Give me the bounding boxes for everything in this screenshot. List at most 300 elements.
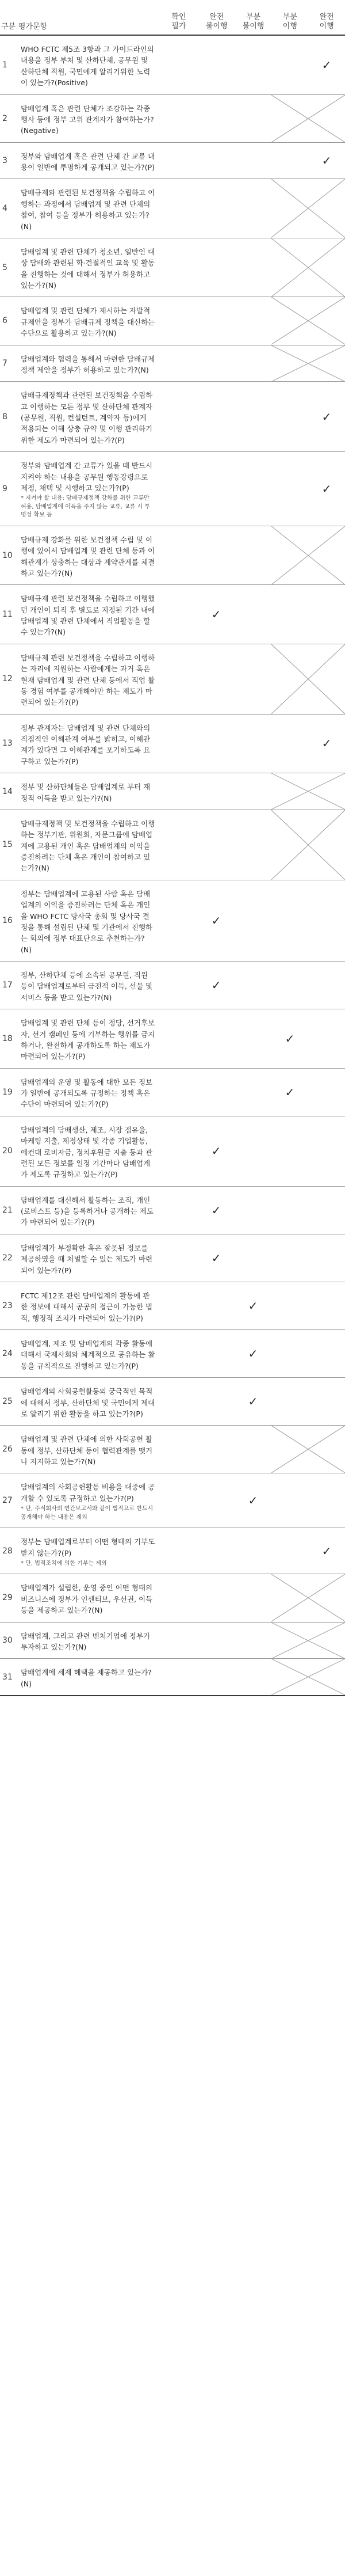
question-text: 담배업계의 운영 및 활동에 대한 모든 정보가 일반에 공개되도록 규정하는 정책 혹은 수단이 마련되어 있는가?(P) xyxy=(21,1077,153,1109)
row-number: 20 xyxy=(2,1146,13,1156)
table-row xyxy=(0,1330,345,1378)
rating-cell-4 xyxy=(271,452,308,526)
rating-cell-1 xyxy=(159,143,198,179)
rating-cell-1 xyxy=(159,1659,198,1695)
question-text: 담배업계의 담배생산, 제조, 시장 점유율, 마케팅 지출, 제정상태 및 각종 기업활동, 에컨대 로비자금, 정치후원금 지출 등과 관련된 모든 정보를 일정 기간마다 담배업계가 제도록 규정하고 있는가?(P) xyxy=(21,1125,153,1179)
question-note: * 단, 법적조치에 의한 기부는 제외 xyxy=(21,1560,107,1567)
rating-cells xyxy=(159,526,345,585)
rating-cell-3 xyxy=(235,238,271,297)
not-applicable-cross-icon xyxy=(271,1574,345,1621)
rating-cell-1 xyxy=(159,526,198,585)
rating-cell-4 xyxy=(271,1282,308,1329)
check-icon: ✓ xyxy=(211,913,221,928)
header-item: 평가문항 xyxy=(18,22,48,31)
table-row xyxy=(0,36,345,95)
row-question xyxy=(17,810,159,880)
rating-cell-3 xyxy=(235,1234,271,1282)
question-text: 정부 관계자는 담배업계 및 관련 단체와의 직접적인 이해관계 여부를 밝히고, 이해관계가 있다면 그 이해관계를 포기하도록 요구하고 있는가?(P) xyxy=(21,723,151,766)
question-text: 담배규제와 관련된 보건정책을 수립하고 이행하는 과정에서 담배업계 및 관련 단체의 참여, 참여 등을 정부가 허용하고 있는가?(N) xyxy=(21,188,155,231)
rating-cell-5 xyxy=(308,382,345,451)
rating-cell-3 xyxy=(235,1282,271,1329)
header-number: 구분 xyxy=(1,22,16,31)
check-icon: ✓ xyxy=(248,1298,258,1313)
rating-cell-1 xyxy=(159,644,198,714)
question-text: 담배업계 및 관련 단체가 제시하는 자발적 규제안을 정부가 담배규제 정책을 대신하는 수단으로 활용하고 있는가?(N) xyxy=(21,306,155,338)
rating-cell-3 xyxy=(235,1473,271,1528)
rating-cell-1 xyxy=(159,1069,198,1116)
rating-cell-3 xyxy=(235,1426,271,1473)
rating-cell-1 xyxy=(159,452,198,526)
row-number: 9 xyxy=(2,484,7,493)
row-question xyxy=(17,880,159,961)
rating-cell-5 xyxy=(308,1528,345,1574)
table-row xyxy=(0,1473,345,1528)
row-question xyxy=(17,1282,159,1329)
row-question xyxy=(17,345,159,382)
rating-cell-2 xyxy=(198,773,235,810)
table-row xyxy=(0,345,345,382)
rating-cell-3 xyxy=(235,1069,271,1116)
rating-cell-2 xyxy=(198,1282,235,1329)
rating-cell-2 xyxy=(198,585,235,644)
rating-cell-1 xyxy=(159,1282,198,1329)
rating-cell-3 xyxy=(235,644,271,714)
rating-cell-5 xyxy=(308,1473,345,1528)
row-number: 28 xyxy=(2,1546,13,1556)
rating-cell-5 xyxy=(308,452,345,526)
rating-cell-1 xyxy=(159,962,198,1009)
table-row xyxy=(0,143,345,180)
question-text: 담배규제 관련 보건정책을 수립하고 이행했던 개인이 퇴직 후 별도로 지정된 기간 내에 담배업계 및 관련 단체에서 직업활동을 할 수 있는가?(N) xyxy=(21,594,155,637)
rating-cell-2 xyxy=(198,452,235,526)
question-text: 정부와 담배업계 간 교류가 있을 때 반드시 지켜야 하는 내용을 공무원 행동강령으로 제정, 채택 및 시행하고 있는가?(P) xyxy=(21,461,153,492)
rating-cell-2 xyxy=(198,297,235,344)
question-text: 담배업계 혹은 관련 단체가 조강하는 각종 행사 등에 정부 고위 관계자가 참여하는가?(Negative) xyxy=(21,104,154,135)
rating-cell-1 xyxy=(159,1330,198,1377)
rating-cell-1 xyxy=(159,1009,198,1068)
row-number: 25 xyxy=(2,1397,13,1407)
row-number: 11 xyxy=(2,610,13,619)
not-applicable-cross-icon xyxy=(271,526,345,585)
row-question xyxy=(17,715,159,773)
rating-cells xyxy=(159,297,345,344)
rating-cell-2 xyxy=(198,1069,235,1116)
row-number: 10 xyxy=(2,550,13,560)
rating-cell-3 xyxy=(235,526,271,585)
rating-cell-4 xyxy=(271,1473,308,1528)
rating-cell-5 xyxy=(308,1234,345,1282)
rating-cell-1 xyxy=(159,345,198,382)
rating-cell-1 xyxy=(159,179,198,238)
rating-cell-5 xyxy=(308,1330,345,1377)
table-row xyxy=(0,810,345,880)
question-text: 정부와 담배업계 혹은 관련 단체 간 교류 내용이 일반에 투명하게 공개되고 있는가?(P) xyxy=(21,151,155,172)
rating-cell-4 xyxy=(271,585,308,644)
rating-cells xyxy=(159,585,345,644)
rating-cell-3 xyxy=(235,36,271,94)
row-question xyxy=(17,526,159,585)
row-question xyxy=(17,1378,159,1425)
rating-cell-2 xyxy=(198,962,235,1009)
row-question xyxy=(17,452,159,526)
rating-cell-4 xyxy=(271,1116,308,1186)
table-header xyxy=(0,0,345,36)
rating-cell-3 xyxy=(235,1116,271,1186)
rating-cell-4 xyxy=(271,1234,308,1282)
rating-cell-1 xyxy=(159,36,198,94)
check-icon: ✓ xyxy=(321,736,332,751)
not-applicable-cross-icon xyxy=(271,297,345,344)
rating-cell-5 xyxy=(308,880,345,961)
rating-cells xyxy=(159,1378,345,1425)
rating-cells xyxy=(159,238,345,297)
check-icon: ✓ xyxy=(211,978,221,993)
rating-cells xyxy=(159,143,345,179)
table-row xyxy=(0,238,345,298)
not-applicable-cross-icon xyxy=(271,810,345,880)
rating-cell-3 xyxy=(235,810,271,880)
rating-cell-2 xyxy=(198,95,235,142)
row-question xyxy=(17,36,159,94)
rating-cell-2 xyxy=(198,526,235,585)
rating-cell-2 xyxy=(198,1009,235,1068)
question-text: 정부, 산하단체 등에 소속된 공무원, 직원 등이 담배업계로부터 금전적 이득, 선물 및 서비스 등을 받고 있는가?(N) xyxy=(21,971,153,1002)
question-text: 담배업계, 제조 및 담배업계의 각종 활동에 대해서 국제사회와 체계적으로 공유하는 활동을 규칙적으로 진행하고 있는가?(P) xyxy=(21,1339,155,1370)
question-text: 정부 및 산하단체들은 담배업계로 부터 재정적 이득을 받고 있는가?(N) xyxy=(21,782,151,803)
header-col-5: 완전 이행 xyxy=(319,12,334,31)
rating-cells xyxy=(159,1187,345,1234)
rating-cells xyxy=(159,1009,345,1068)
row-number: 4 xyxy=(2,204,7,214)
rating-cells xyxy=(159,1623,345,1659)
row-question xyxy=(17,297,159,344)
rating-cell-3 xyxy=(235,143,271,179)
table-row xyxy=(0,1659,345,1696)
rating-cell-4 xyxy=(271,1187,308,1234)
rating-cell-2 xyxy=(198,1116,235,1186)
row-number: 21 xyxy=(2,1205,13,1215)
table-row xyxy=(0,773,345,810)
not-applicable-cross-icon xyxy=(271,773,345,810)
row-question xyxy=(17,1069,159,1116)
rating-cell-2 xyxy=(198,1473,235,1528)
rating-cell-2 xyxy=(198,1378,235,1425)
rating-cells xyxy=(159,1426,345,1473)
check-icon: ✓ xyxy=(211,1203,221,1217)
table-row xyxy=(0,962,345,1009)
rating-cells xyxy=(159,644,345,714)
rating-cell-3 xyxy=(235,95,271,142)
row-question xyxy=(17,1116,159,1186)
row-question xyxy=(17,773,159,810)
rating-cell-3 xyxy=(235,1528,271,1574)
rating-cells xyxy=(159,1234,345,1282)
rating-cell-2 xyxy=(198,36,235,94)
not-applicable-cross-icon xyxy=(271,644,345,714)
row-question xyxy=(17,1528,159,1574)
question-note: * 단, 주식회사의 연간보고서와 같이 법적으로 반드시 공개해야 하는 내용은 제외 xyxy=(21,1506,154,1521)
rating-cell-5 xyxy=(308,962,345,1009)
row-number: 22 xyxy=(2,1253,13,1263)
rating-cell-3 xyxy=(235,880,271,961)
row-number: 17 xyxy=(2,981,13,990)
rating-cell-2 xyxy=(198,382,235,451)
not-applicable-cross-icon xyxy=(271,345,345,382)
table-row xyxy=(0,452,345,526)
table-row xyxy=(0,715,345,774)
rating-cell-1 xyxy=(159,1574,198,1621)
row-number: 29 xyxy=(2,1593,13,1603)
rating-cell-2 xyxy=(198,880,235,961)
rating-cells xyxy=(159,773,345,810)
rating-cell-3 xyxy=(235,585,271,644)
header-col-3: 부분 불이행 xyxy=(242,12,264,31)
rating-cell-5 xyxy=(308,1069,345,1116)
rating-cells xyxy=(159,36,345,94)
row-number: 26 xyxy=(2,1445,13,1454)
row-question xyxy=(17,962,159,1009)
rating-cell-3 xyxy=(235,1659,271,1695)
check-icon: ✓ xyxy=(248,1494,258,1508)
row-question xyxy=(17,1330,159,1377)
row-number: 12 xyxy=(2,674,13,684)
not-applicable-cross-icon xyxy=(271,1426,345,1473)
check-icon: ✓ xyxy=(321,409,332,424)
table-row xyxy=(0,179,345,238)
row-number: 13 xyxy=(2,739,13,749)
question-text: 담배업계 및 관련 단체 등이 정당, 선거후보자, 선거 캠페인 등에 기부하는 행위를 금지하거나, 완전하게 공개하도록 하는 제도가 마련되어 있는가?(P) xyxy=(21,1019,155,1061)
row-number: 16 xyxy=(2,915,13,925)
row-question xyxy=(17,585,159,644)
rating-cell-2 xyxy=(198,810,235,880)
rating-cell-3 xyxy=(235,715,271,773)
question-text: FCTC 제12조 관련 담배업계의 활동에 관한 정보에 대해서 공공의 접근이 가능한 법적, 행정적 조치가 마련되어 있는가?(P) xyxy=(21,1291,153,1323)
check-icon: ✓ xyxy=(321,1544,332,1558)
rating-cell-4 xyxy=(271,382,308,451)
rating-cell-1 xyxy=(159,1378,198,1425)
question-text: 담배업계의 사회공헌활동의 궁극적인 목적에 대해서 정부, 산하단체 및 국민에게 제대로 알리기 위한 활동을 하고 있는가?(P) xyxy=(21,1387,155,1418)
rating-cell-1 xyxy=(159,1528,198,1574)
check-icon: ✓ xyxy=(211,1144,221,1158)
rating-cell-1 xyxy=(159,585,198,644)
rating-cells xyxy=(159,1282,345,1329)
rating-cell-2 xyxy=(198,715,235,773)
rating-cell-2 xyxy=(198,1623,235,1659)
rating-cell-1 xyxy=(159,1187,198,1234)
rating-cell-3 xyxy=(235,297,271,344)
table-row xyxy=(0,880,345,962)
rating-cell-2 xyxy=(198,1528,235,1574)
rating-cell-1 xyxy=(159,95,198,142)
rating-cell-2 xyxy=(198,1234,235,1282)
rating-cell-5 xyxy=(308,585,345,644)
row-number: 19 xyxy=(2,1087,13,1097)
rating-cells xyxy=(159,382,345,451)
rating-cells xyxy=(159,1330,345,1377)
rating-cell-5 xyxy=(308,1282,345,1329)
rating-cells xyxy=(159,1069,345,1116)
rating-cell-3 xyxy=(235,1623,271,1659)
row-number: 30 xyxy=(2,1635,13,1645)
row-question xyxy=(17,1574,159,1621)
row-number: 3 xyxy=(2,156,7,165)
rating-cell-2 xyxy=(198,238,235,297)
rating-cell-5 xyxy=(308,143,345,179)
row-number: 31 xyxy=(2,1672,13,1682)
rating-cell-1 xyxy=(159,1116,198,1186)
rating-cell-5 xyxy=(308,1116,345,1186)
rating-cell-4 xyxy=(271,962,308,1009)
rating-cell-4 xyxy=(271,1378,308,1425)
check-icon: ✓ xyxy=(321,154,332,168)
table-body xyxy=(0,36,345,1696)
rating-cells xyxy=(159,1528,345,1574)
rating-cells xyxy=(159,962,345,1009)
row-number: 18 xyxy=(2,1034,13,1043)
question-text: 담배업계 및 관련 단체에 의한 사회공헌 활동에 정부, 산하단체 등이 협력관계를 맺거나 지지하고 있는가?(N) xyxy=(21,1435,153,1466)
rating-cell-4 xyxy=(271,143,308,179)
rating-cell-4 xyxy=(271,1330,308,1377)
table-row xyxy=(0,1116,345,1187)
row-question xyxy=(17,179,159,238)
rating-cells xyxy=(159,880,345,961)
question-text: 담배업계의 사회공헌활동 비용을 대중에 공개할 수 있도록 규정하고 있는가?(P) xyxy=(21,1483,155,1503)
row-question xyxy=(17,1009,159,1068)
question-text: 담배규제 관련 보건정책을 수립하고 이행하는 자리에 지원하는 사람에게는 과거 혹은 현재 담배업계 및 관련 단체 등에서 직업 활동 경험 여부를 공개해야만 하는 제도가 마련되어 있는가?(P) xyxy=(21,653,155,707)
row-number: 23 xyxy=(2,1301,13,1310)
rating-cell-1 xyxy=(159,382,198,451)
not-applicable-cross-icon xyxy=(271,238,345,297)
rating-cell-3 xyxy=(235,962,271,1009)
rating-cells xyxy=(159,452,345,526)
question-text: 담배업계 및 관련 단체가 청소년, 일반인 대상 담배와 관련된 학·건절적인 교육 및 활동을 진행하는 것에 대해서 정부가 허용하고 있는가?(N) xyxy=(21,247,155,290)
row-question xyxy=(17,1473,159,1528)
rating-cell-1 xyxy=(159,773,198,810)
question-text: 담배업계와 협력을 통해서 마련한 담배규제정책 제안을 정부가 허용하고 있는가?(N) xyxy=(21,354,155,374)
rating-cell-4 xyxy=(271,1009,308,1068)
question-text: 담배업계, 그리고 관련 벤처기업에 정부가 투자하고 있는가?(N) xyxy=(21,1631,151,1651)
rating-cell-3 xyxy=(235,1574,271,1621)
header-col-4: 부분 이행 xyxy=(282,12,297,31)
table-row xyxy=(0,1574,345,1622)
question-text: 정부는 담배업계에 고용된 사람 혹은 담배업계의 이익을 증진하려는 단체 혹은 개인을 WHO FCTC 당사국 총회 및 당사국 결정을 통해 설립된 단체 및 기관에서 진행하는 회의에 정부 대표단으로 추천하는가?(N) xyxy=(21,889,153,954)
rating-cell-3 xyxy=(235,179,271,238)
question-text: 담배업계가 설립한, 운영 중인 어떤 형태의 비즈니스에 정부가 인센티브, 우선권, 이득 등을 제공하고 있는가?(N) xyxy=(21,1583,153,1615)
rating-cell-3 xyxy=(235,382,271,451)
rating-cell-1 xyxy=(159,1426,198,1473)
table-row xyxy=(0,1069,345,1116)
rating-cell-4 xyxy=(271,715,308,773)
rating-cell-4 xyxy=(271,36,308,94)
row-number: 14 xyxy=(2,787,13,796)
row-number: 8 xyxy=(2,412,7,421)
rating-cell-5 xyxy=(308,715,345,773)
rating-cell-1 xyxy=(159,238,198,297)
table-row xyxy=(0,1426,345,1473)
rating-cell-2 xyxy=(198,1330,235,1377)
rating-cells xyxy=(159,1473,345,1528)
rating-cell-2 xyxy=(198,644,235,714)
question-note: * 지켜야 할 내용: 담배규제정책 강화를 위한 교류만 허용, 담배업계에 이득을 주지 않는 교류, 교류 시 투명성 확보 등 xyxy=(21,495,150,519)
rating-cell-4 xyxy=(271,880,308,961)
rating-cell-3 xyxy=(235,1378,271,1425)
rating-cell-1 xyxy=(159,1623,198,1659)
rating-cell-4 xyxy=(271,1069,308,1116)
question-text: 담배업계가 부정확한 혹은 잘못된 정보를 제공하였을 때 처벌할 수 있는 제도가 마련되어 있는가?(P) xyxy=(21,1243,153,1275)
rating-cell-3 xyxy=(235,1009,271,1068)
rating-cell-3 xyxy=(235,1187,271,1234)
rating-cell-2 xyxy=(198,1426,235,1473)
table-row xyxy=(0,95,345,143)
rating-cells xyxy=(159,95,345,142)
row-number: 2 xyxy=(2,113,7,123)
rating-cell-2 xyxy=(198,179,235,238)
table-row xyxy=(0,1378,345,1426)
table-row xyxy=(0,382,345,452)
check-icon: ✓ xyxy=(248,1347,258,1361)
rating-cell-2 xyxy=(198,1659,235,1695)
rating-cells xyxy=(159,715,345,773)
check-icon: ✓ xyxy=(248,1395,258,1409)
table-row xyxy=(0,1528,345,1574)
question-text: 담배규제정책 및 보건정책을 수립하고 이행하는 정부기관, 위원회, 자문그룹에 담배업계에 고용된 개인 혹은 담배업계의 이익을 증진하려는 단체 혹은 개인이 참여하고 있는가?(N) xyxy=(21,819,155,873)
row-number: 7 xyxy=(2,358,7,368)
question-text: 담배업계를 대신해서 활동하는 조직, 개인(로비스트 등)을 등록하거나 공개하는 제도가 마련되어 있는가?(P) xyxy=(21,1195,154,1227)
not-applicable-cross-icon xyxy=(271,95,345,142)
table-row xyxy=(0,297,345,345)
row-question xyxy=(17,382,159,451)
check-icon: ✓ xyxy=(211,607,221,621)
header-col-2: 완전 불이행 xyxy=(205,12,228,31)
rating-cells xyxy=(159,345,345,382)
rating-cell-1 xyxy=(159,1234,198,1282)
row-number: 24 xyxy=(2,1349,13,1359)
table-row xyxy=(0,1187,345,1234)
check-icon: ✓ xyxy=(285,1031,295,1046)
rating-cell-3 xyxy=(235,345,271,382)
row-number: 15 xyxy=(2,840,13,850)
rating-cells xyxy=(159,1574,345,1621)
row-question xyxy=(17,644,159,714)
rating-cell-5 xyxy=(308,1378,345,1425)
rating-cells xyxy=(159,1116,345,1186)
row-number: 1 xyxy=(2,60,7,70)
question-text: 담배업계에 세제 혜택을 제공하고 있는가?(N) xyxy=(21,1668,152,1688)
rating-cell-3 xyxy=(235,773,271,810)
rating-cell-1 xyxy=(159,1473,198,1528)
check-icon: ✓ xyxy=(321,481,332,496)
row-number: 5 xyxy=(2,263,7,272)
check-icon: ✓ xyxy=(211,1251,221,1265)
table-row xyxy=(0,1623,345,1659)
rating-cell-5 xyxy=(308,1009,345,1068)
rating-cell-1 xyxy=(159,810,198,880)
rating-cell-2 xyxy=(198,345,235,382)
rating-cell-3 xyxy=(235,452,271,526)
not-applicable-cross-icon xyxy=(271,1623,345,1659)
table-row xyxy=(0,644,345,715)
rating-cells xyxy=(159,1659,345,1695)
row-question xyxy=(17,238,159,297)
check-icon: ✓ xyxy=(321,58,332,72)
row-question xyxy=(17,143,159,179)
not-applicable-cross-icon xyxy=(271,1659,345,1695)
rating-cell-2 xyxy=(198,1574,235,1621)
row-question xyxy=(17,95,159,142)
rating-cell-5 xyxy=(308,1187,345,1234)
check-icon: ✓ xyxy=(285,1085,295,1099)
rating-cell-1 xyxy=(159,715,198,773)
